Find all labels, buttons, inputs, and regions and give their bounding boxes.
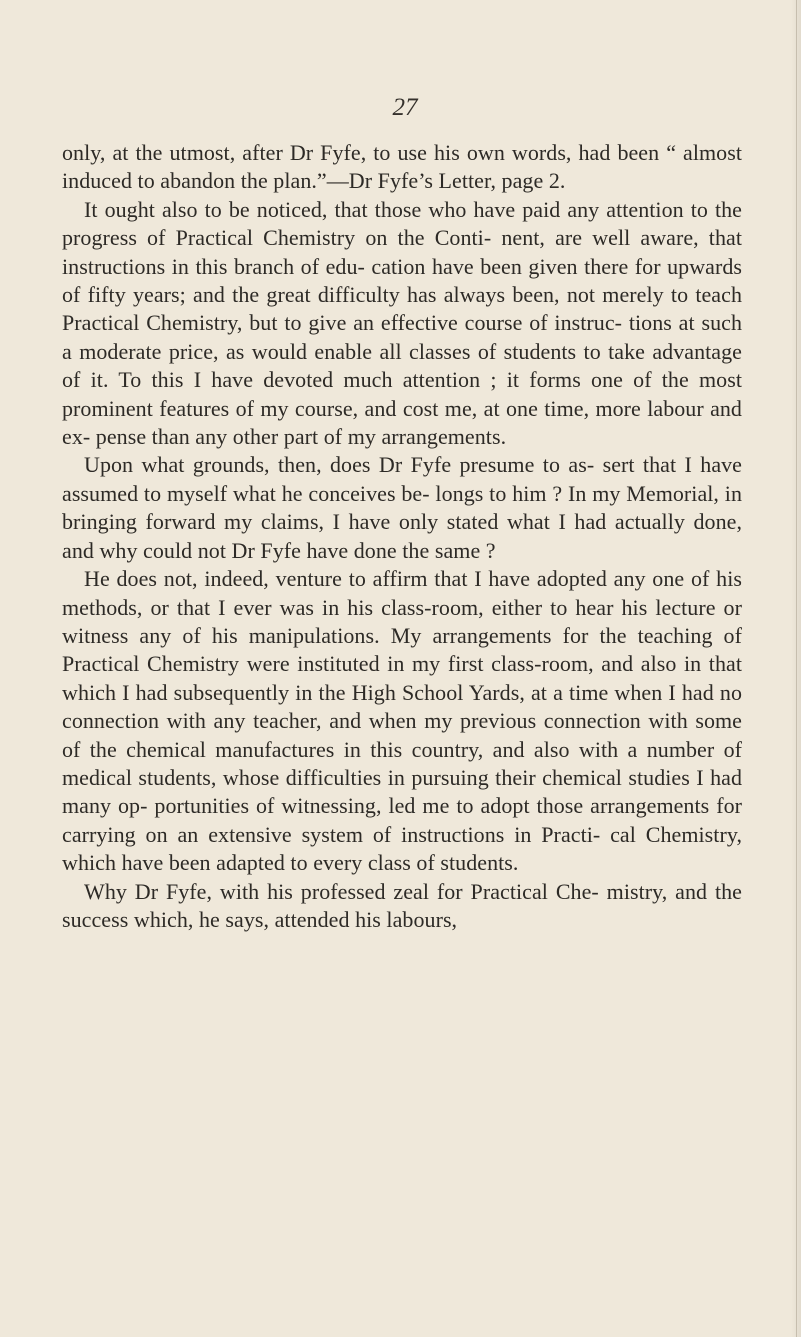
paragraph-1: only, at the utmost, after Dr Fyfe, to use his own words, had been “ almost induced to abandon the plan.”—Dr Fyfe’s Letter, page 2. (62, 140, 742, 194)
page-number: 27 (392, 94, 418, 121)
paragraph-5: Why Dr Fyfe, with his professed zeal for Practical Che- mistry, and the success which, he says, attended his labours, (62, 878, 742, 932)
paragraph-4: He does not, indeed, venture to affirm that I have adopted any one of his methods, or that I ever was in his class-room, either to hear his lecture or witness any of his manipulations. My arrangements for the teaching of Practical Chemistry were instituted in my first class-room, and also in that which I had subsequently in the High School Yards, at a time when I had no connection with any teacher, and when my previous connection with some of the chemical manufactures in this country, and also with a number of medical students, whose difficulties in pursuing their chemical studies I had many op- portunities of witnessing, led me to adopt those arrangements for carrying on an extensive system of instructions in Practi- cal Chemistry, which have been adapted to every class of students. (62, 566, 742, 876)
page-edge-line (796, 0, 797, 1337)
page-text-block (62, 139, 742, 934)
paragraph-3: Upon what grounds, then, does Dr Fyfe presume to as- sert that I have assumed to myself what he conceives be- longs to him ? In my Memorial, in bringing forward my claims, I have only stated what I had actually done, and why could not Dr Fyfe have done the same ? (62, 452, 742, 563)
paragraph-2: It ought also to be noticed, that those who have paid any attention to the progress of Practical Chemistry on the Conti- nent, are well aware, that instructions in this branch of edu- cation have been given there for upwards of fifty years; and the great difficulty has always been, not merely to teach Practical Chemistry, but to give an effective course of instruc- tions at such a moderate price, as would enable all classes of students to take advantage of it. To this I have devoted much attention ; it forms one of the most prominent features of my course, and cost me, at one time, more labour and ex- pense than any other part of my arrangements. (62, 196, 742, 450)
